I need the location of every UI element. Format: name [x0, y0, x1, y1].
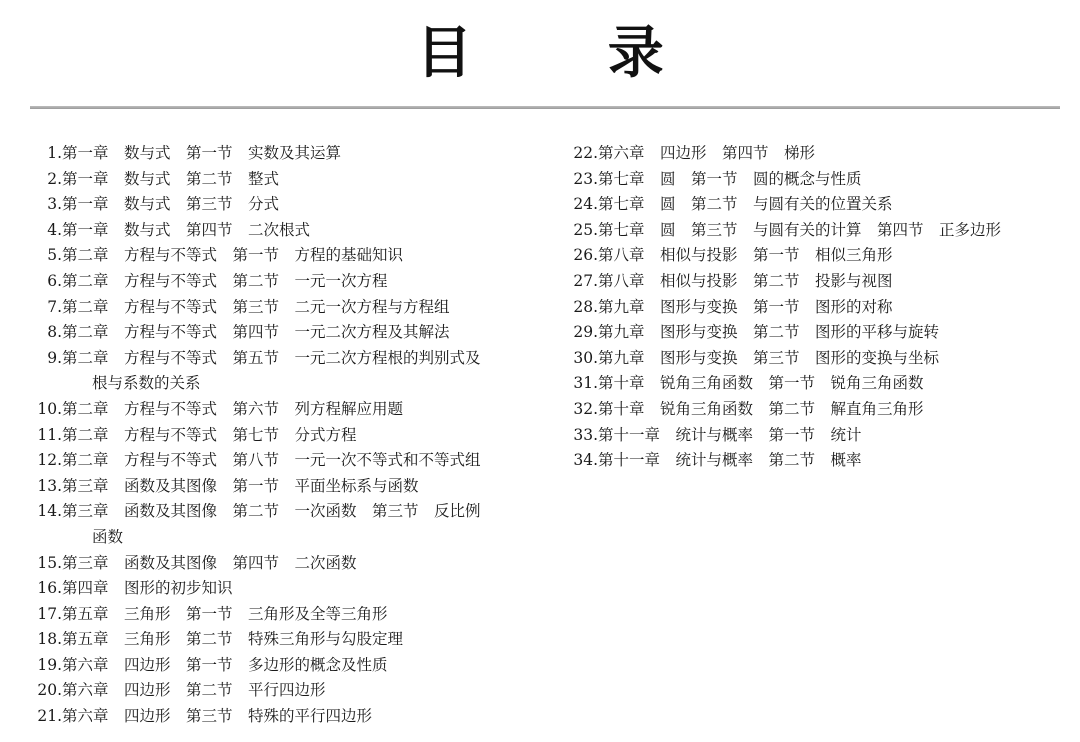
toc-left-column: [24, 141, 544, 730]
toc-entry-number: 28.: [573, 297, 598, 316]
toc-entry-number: 16.: [37, 579, 62, 598]
toc-entry-number: 20.: [37, 681, 62, 700]
toc-entry[interactable]: [24, 167, 544, 193]
toc-entry[interactable]: [560, 397, 1080, 423]
toc-entry-number: 7.: [47, 297, 62, 316]
toc-entry[interactable]: [24, 474, 544, 500]
toc-entry-title: 第三章 函数及其图像 第一节 平面坐标系与函数: [62, 476, 419, 495]
toc-entry[interactable]: [560, 218, 1080, 244]
toc-entry[interactable]: [24, 704, 544, 730]
toc-entry-number: 24.: [573, 195, 598, 214]
toc-entry-title: 第一章 数与式 第四节 二次根式: [62, 220, 311, 239]
toc-entry-title: 第十一章 统计与概率 第二节 概率: [598, 451, 862, 470]
toc-entry-number: 27.: [573, 271, 598, 290]
toc-entry-title: 第六章 四边形 第一节 多边形的概念及性质: [62, 655, 388, 674]
toc-entry-number: 31.: [573, 374, 598, 393]
toc-entry[interactable]: [24, 423, 544, 449]
toc-entry[interactable]: [24, 320, 544, 346]
toc-entry[interactable]: [560, 448, 1080, 474]
toc-entry[interactable]: [560, 243, 1080, 269]
toc-entry[interactable]: [560, 192, 1080, 218]
toc-entry-title: 第一章 数与式 第一节 实数及其运算: [62, 144, 342, 162]
toc-entry-title: 第十章 锐角三角函数 第二节 解直角三角形: [598, 399, 924, 418]
toc-entry-number: 14.: [37, 502, 62, 521]
toc-entry[interactable]: [24, 448, 544, 474]
toc-entry-number: 11.: [37, 425, 62, 444]
page-title: 目 录: [416, 21, 722, 86]
toc-entry-title: 第八章 相似与投影 第一节 相似三角形: [598, 246, 893, 265]
toc-entry-title: 第六章 四边形 第三节 特殊的平行四边形: [62, 707, 373, 726]
toc-entry-title: 第六章 四边形 第四节 梯形: [598, 144, 816, 162]
toc-entry[interactable]: [24, 141, 544, 167]
toc-entry-title: 第七章 圆 第一节 圆的概念与性质: [598, 169, 862, 188]
toc-entry-title: 第一章 数与式 第三节 分式: [62, 195, 280, 214]
toc-entry-number: 12.: [37, 451, 62, 470]
toc-entry[interactable]: [24, 551, 544, 577]
toc-entry-number: 5.: [47, 246, 62, 265]
toc-entry-title: 第四章 图形的初步知识: [62, 579, 233, 598]
toc-entry-title: 第九章 图形与变换 第二节 图形的平移与旋转: [598, 323, 940, 342]
toc-right-column: [560, 141, 1080, 474]
toc-entry-title: 第九章 图形与变换 第三节 图形的变换与坐标: [598, 348, 940, 367]
toc-entry-number: 18.: [37, 630, 62, 649]
toc-entry-continuation: 函数: [92, 527, 124, 546]
toc-entry-title: 第七章 圆 第三节 与圆有关的计算 第四节 正多边形: [598, 220, 1002, 239]
toc-entry-number: 17.: [37, 604, 62, 623]
toc-entry-title: 第二章 方程与不等式 第四节 一元二次方程及其解法: [62, 323, 450, 342]
toc-entry-title: 第三章 函数及其图像 第二节 一次函数 第三节 反比例: [62, 502, 481, 521]
toc-entry-number: 29.: [573, 323, 598, 342]
toc-entry-number: 13.: [37, 476, 62, 495]
toc-entry[interactable]: [24, 653, 544, 679]
toc-entry-title: 第十一章 统计与概率 第一节 统计: [598, 425, 862, 444]
toc-entry[interactable]: [560, 269, 1080, 295]
toc-entry[interactable]: [560, 141, 1080, 167]
toc-entry-number: 3.: [47, 195, 62, 214]
toc-entry-number: 19.: [37, 655, 62, 674]
toc-entry-continuation: 根与系数的关系: [92, 374, 201, 393]
toc-entry[interactable]: [24, 627, 544, 653]
toc-entry[interactable]: [24, 602, 544, 628]
toc-entry-title: 第十章 锐角三角函数 第一节 锐角三角函数: [598, 374, 924, 393]
title-divider: [30, 106, 1060, 109]
toc-entry[interactable]: [24, 192, 544, 218]
toc-entry-number: 4.: [47, 220, 62, 239]
toc-entry[interactable]: [560, 371, 1080, 397]
toc-entry-title: 第三章 函数及其图像 第四节 二次函数: [62, 553, 357, 572]
toc-entry-title: 第五章 三角形 第一节 三角形及全等三角形: [62, 604, 388, 623]
toc-entry-number: 33.: [573, 425, 598, 444]
toc-entry-title: 第二章 方程与不等式 第三节 二元一次方程与方程组: [62, 297, 450, 316]
toc-entry-title: 第一章 数与式 第二节 整式: [62, 169, 280, 188]
toc-entry-title: 第五章 三角形 第二节 特殊三角形与勾股定理: [62, 630, 404, 649]
toc-entry-number: 32.: [573, 399, 598, 418]
toc-entry[interactable]: [560, 167, 1080, 193]
toc-entry[interactable]: [24, 243, 544, 269]
toc-entry-title: 第二章 方程与不等式 第五节 一元二次方程根的判别式及: [62, 348, 481, 367]
toc-entry-title: 第二章 方程与不等式 第八节 一元一次不等式和不等式组: [62, 451, 481, 470]
toc-entry-number: 22.: [573, 144, 598, 162]
toc-entry-number: 1.: [47, 144, 62, 162]
toc-entry-title: 第二章 方程与不等式 第六节 列方程解应用题: [62, 399, 404, 418]
toc-entry[interactable]: [24, 397, 544, 423]
toc-entry-number: 10.: [37, 399, 62, 418]
toc-entry-number: 21.: [37, 707, 62, 726]
toc-entry[interactable]: [24, 678, 544, 704]
toc-entry-number: 25.: [573, 220, 598, 239]
toc-entry-number: 26.: [573, 246, 598, 265]
toc-entry-title: 第二章 方程与不等式 第七节 分式方程: [62, 425, 357, 444]
toc-entry-number: 34.: [573, 451, 598, 470]
toc-entry-number: 8.: [47, 323, 62, 342]
toc-entry-number: 15.: [37, 553, 62, 572]
toc-entry[interactable]: [560, 346, 1080, 372]
toc-entry[interactable]: [24, 218, 544, 244]
toc-entry-number: 30.: [573, 348, 598, 367]
toc-entry-title: 第八章 相似与投影 第二节 投影与视图: [598, 271, 893, 290]
toc-entry-number: 2.: [47, 169, 62, 188]
toc-entry[interactable]: [560, 423, 1080, 449]
toc-entry[interactable]: [24, 295, 544, 321]
toc-entry-title: 第七章 圆 第二节 与圆有关的位置关系: [598, 195, 893, 214]
toc-entry[interactable]: [560, 295, 1080, 321]
toc-entry-number: 6.: [47, 271, 62, 290]
toc-entry-number: 23.: [573, 169, 598, 188]
toc-entry-title: 第二章 方程与不等式 第一节 方程的基础知识: [62, 246, 404, 265]
toc-entry-number: 9.: [47, 348, 62, 367]
toc-entry-title: 第六章 四边形 第二节 平行四边形: [62, 681, 326, 700]
toc-entry[interactable]: [24, 346, 544, 372]
toc-entry[interactable]: [24, 499, 544, 525]
toc-entry[interactable]: [24, 576, 544, 602]
toc-entry-title: 第九章 图形与变换 第一节 图形的对称: [598, 297, 893, 316]
toc-entry-title: 第二章 方程与不等式 第二节 一元一次方程: [62, 271, 388, 290]
toc-entry[interactable]: [560, 320, 1080, 346]
toc-entry[interactable]: [24, 269, 544, 295]
